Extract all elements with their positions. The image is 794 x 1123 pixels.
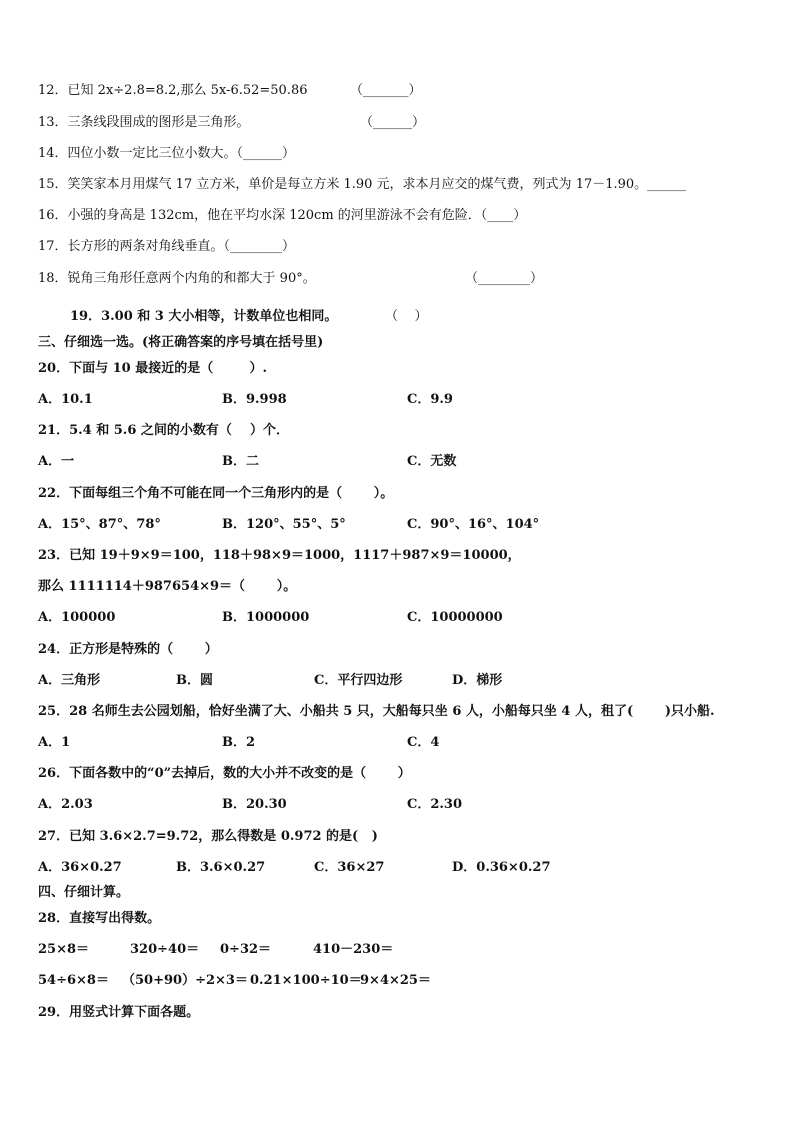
question-12: 12．已知 2x÷2.8=8.2,那么 5x-6.52=50.86 [38, 83, 308, 98]
q26-option-c[interactable]: C．2.30 [407, 797, 463, 812]
question-16: 16．小强的身高是 132cm，他在平均水深 120cm 的河里游泳不会有危险．（____） [38, 208, 527, 223]
question-29: 29．用竖式计算下面各题。 [38, 1005, 200, 1020]
calc-item: 320÷40＝ [130, 942, 200, 957]
q20-option-c[interactable]: C．9.9 [407, 392, 453, 407]
q27-option-b[interactable]: B．3.6×0.27 [176, 860, 266, 875]
answer-blank-18[interactable]: （________） [465, 271, 544, 286]
question-27: 27．已知 3.6×2.7=9.72，那么得数是 0.972 的是( ) [38, 829, 378, 844]
calc-item: 25×8＝ [38, 942, 90, 957]
q22-option-c[interactable]: C．90°、16°、104° [407, 517, 540, 532]
q22-option-a[interactable]: A．15°、87°、78° [38, 517, 161, 532]
question-25: 25．28 名师生去公园划船，恰好坐满了大、小船共 5 只，大船每只坐 6 人，小船每只坐 4 人，租了( )只小船. [38, 704, 715, 719]
q20-option-b[interactable]: B．9.998 [222, 392, 287, 407]
q24-option-c[interactable]: C．平行四边形 [314, 673, 403, 688]
q25-option-a[interactable]: A．1 [38, 735, 71, 750]
q25-option-c[interactable]: C．4 [407, 735, 440, 750]
question-14: 14．四位小数一定比三位小数大。（______） [38, 146, 296, 161]
question-18: 18．锐角三角形任意两个内角的和都大于 90°。 [38, 271, 316, 286]
q22-option-b[interactable]: B．120°、55°、5° [222, 517, 346, 532]
q20-option-a[interactable]: A．10.1 [38, 392, 93, 407]
calc-item: 0÷32＝ [220, 942, 272, 957]
question-21: 21．5.4 和 5.6 之间的小数有（ ）个． [38, 423, 290, 438]
q27-option-d[interactable]: D．0.36×0.27 [452, 860, 551, 875]
question-26: 26．下面各数中的“0”去掉后，数的大小并不改变的是（ ） [38, 766, 411, 781]
q25-option-b[interactable]: B．2 [222, 735, 256, 750]
calc-item: 0.21×100÷10＝ [250, 973, 362, 988]
q26-option-b[interactable]: B．20.30 [222, 797, 287, 812]
answer-blank-19[interactable]: （ ） [385, 309, 428, 324]
calc-item: （50+90）÷2×3＝ [122, 973, 248, 988]
question-20: 20．下面与 10 最接近的是（ ）. [38, 361, 267, 376]
question-19: 19．3.00 和 3 大小相等，计数单位也相同。 [70, 309, 338, 324]
q21-option-c[interactable]: C．无数 [407, 454, 457, 469]
question-23-line-2: 那么 1111114＋987654×9＝（ ）。 [38, 579, 297, 594]
q21-option-b[interactable]: B．二 [222, 454, 259, 469]
section-4-heading: 四、仔细计算。 [38, 885, 130, 900]
section-3-heading: 三、仔细选一选。(将正确答案的序号填在括号里) [38, 335, 324, 350]
question-23: 23．已知 19＋9×9＝100，118＋98×9＝1000，1117＋987×9＝10000， [38, 548, 521, 563]
question-22: 22．下面每组三个角不可能在同一个三角形内的是（ ）。 [38, 486, 394, 501]
q23-option-c[interactable]: C．10000000 [407, 610, 503, 625]
q24-option-d[interactable]: D．梯形 [452, 673, 503, 688]
calc-item: 54÷6×8＝ [38, 973, 109, 988]
calc-item: 9×4×25＝ [360, 973, 431, 988]
q26-option-a[interactable]: A．2.03 [38, 797, 93, 812]
question-24: 24．正方形是特殊的（ ） [38, 642, 218, 657]
question-17: 17．长方形的两条对角线垂直。（________） [38, 239, 296, 254]
calc-item: 410－230＝ [313, 942, 394, 957]
question-28: 28．直接写出得数。 [38, 911, 161, 926]
question-13: 13．三条线段围成的图形是三角形。 [38, 115, 250, 130]
q21-option-a[interactable]: A．一 [38, 454, 75, 469]
answer-blank-12[interactable]: （_______） [350, 83, 422, 98]
q24-option-a[interactable]: A．三角形 [38, 673, 101, 688]
q27-option-c[interactable]: C．36×27 [314, 860, 385, 875]
q23-option-a[interactable]: A．100000 [38, 610, 116, 625]
q27-option-a[interactable]: A．36×0.27 [38, 860, 122, 875]
question-15: 15．笑笑家本月用煤气 17 立方米，单价是每立方米 1.90 元，求本月应交的煤气费，列式为 17－1.90。______ [38, 177, 687, 192]
q23-option-b[interactable]: B．1000000 [222, 610, 310, 625]
answer-blank-13[interactable]: （______） [360, 115, 426, 130]
q24-option-b[interactable]: B．圆 [176, 673, 213, 688]
